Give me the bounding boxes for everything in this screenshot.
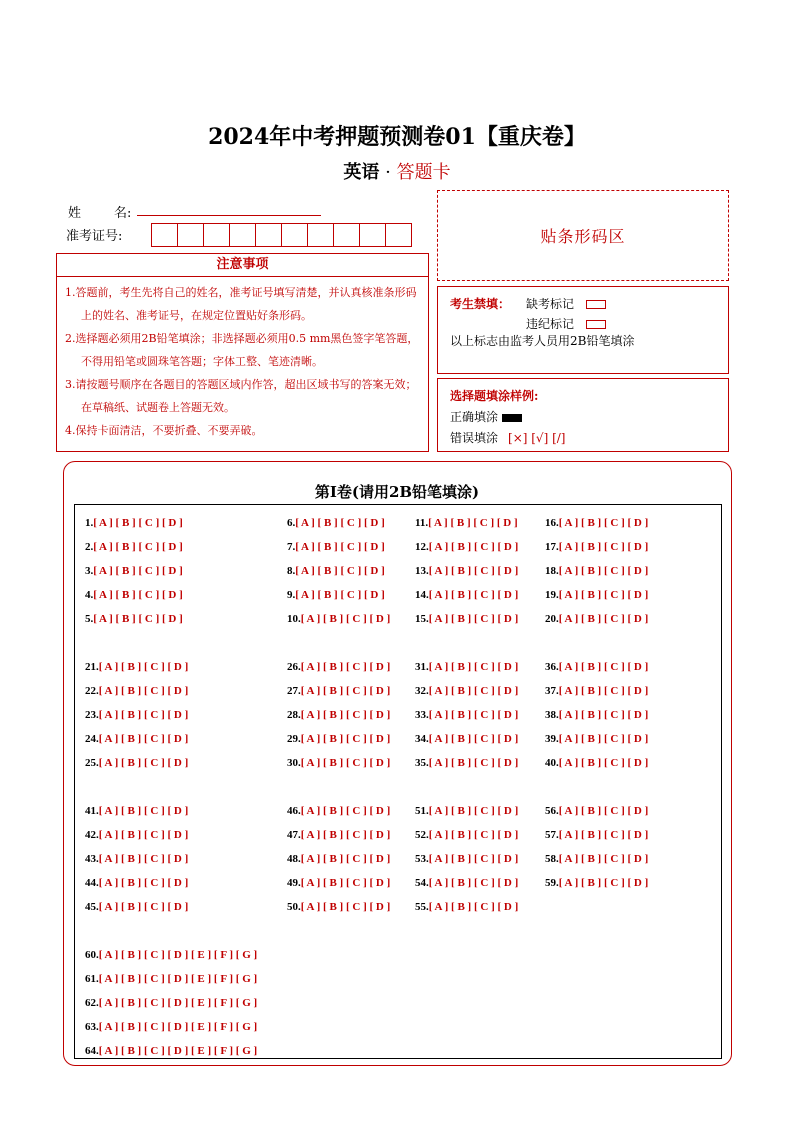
answer-options[interactable]: [ A ] [ B ] [ C ] [ D ] xyxy=(558,757,649,769)
question-number: 15. xyxy=(415,613,429,625)
answer-options[interactable]: [ A ] [ B ] [ C ] [ D ] xyxy=(93,613,183,625)
wrong-sample-label: 错误填涂 xyxy=(450,431,499,445)
question-2[interactable] xyxy=(85,541,183,553)
question-number: 13. xyxy=(415,565,429,577)
notice-item: 4.保持卡面清洁，不要折叠、不要弄破。 xyxy=(65,424,263,437)
question-45[interactable] xyxy=(85,901,188,913)
answer-options[interactable]: [ A ] [ B ] [ C ] [ D ] xyxy=(98,829,189,841)
answer-options[interactable]: [ A ] [ B ] [ C ] [ D ] xyxy=(428,541,519,553)
answer-options[interactable]: [ A ] [ B ] [ C ] [ D ] xyxy=(98,805,189,817)
question-23[interactable] xyxy=(85,709,188,721)
question-number: 62. xyxy=(85,997,99,1009)
subject-label: 英语 xyxy=(343,162,380,183)
question-52[interactable] xyxy=(415,829,518,841)
answer-options[interactable]: [ A ] [ B ] [ C ] [ D ] xyxy=(558,565,649,577)
question-number: 54. xyxy=(415,877,429,889)
question-5[interactable] xyxy=(85,613,183,625)
question-number: 31. xyxy=(415,661,429,673)
answer-options[interactable]: [ A ] [ B ] [ C ] [ D ] xyxy=(295,589,385,601)
violation-mark-row xyxy=(526,315,606,332)
answer-options[interactable]: [ A ] [ B ] [ C ] [ D ] xyxy=(428,589,519,601)
question-24[interactable] xyxy=(85,733,188,745)
fill-sample-box xyxy=(437,378,729,452)
question-61[interactable] xyxy=(85,973,257,985)
question-number: 36. xyxy=(545,661,559,673)
question-number: 40. xyxy=(545,757,559,769)
id-digit-box[interactable] xyxy=(229,223,256,247)
question-number: 24. xyxy=(85,733,99,745)
answer-options[interactable]: [ A ] [ B ] [ C ] [ D ] xyxy=(300,829,391,841)
question-21[interactable] xyxy=(85,661,188,673)
question-31[interactable] xyxy=(415,661,518,673)
question-62[interactable] xyxy=(85,997,257,1009)
answer-options[interactable]: [ A ] [ B ] [ C ] [ D ] xyxy=(98,877,189,889)
answer-options[interactable]: [ A ] [ B ] [ C ] [ D ] xyxy=(428,805,519,817)
forbid-note: 以上标志由监考人员用2B铅笔填涂 xyxy=(450,334,635,348)
notice-item: 1.答题前，考生先将自己的姓名，准考证号填写清楚，并认真核准条形码上的姓名、准考证号，在规定位置贴好条形码。 xyxy=(65,286,417,322)
question-6[interactable] xyxy=(287,517,385,529)
question-number: 6. xyxy=(287,517,296,529)
question-14[interactable] xyxy=(415,589,518,601)
question-number: 43. xyxy=(85,853,99,865)
question-64[interactable] xyxy=(85,1045,257,1057)
question-57[interactable] xyxy=(545,829,648,841)
question-number: 49. xyxy=(287,877,301,889)
section-title: 第Ⅰ卷(请用2B铅笔填涂) xyxy=(314,483,480,501)
answer-options[interactable]: [ A ] [ B ] [ C ] [ D ] xyxy=(428,661,519,673)
id-number-boxes[interactable] xyxy=(152,223,412,247)
correct-sample-row xyxy=(450,408,522,425)
question-number: 38. xyxy=(545,709,559,721)
question-12[interactable] xyxy=(415,541,518,553)
question-29[interactable] xyxy=(287,733,390,745)
question-number: 23. xyxy=(85,709,99,721)
question-number: 53. xyxy=(415,853,429,865)
answer-options[interactable]: [ A ] [ B ] [ C ] [ D ] xyxy=(428,685,519,697)
question-number: 63. xyxy=(85,1021,99,1033)
question-number: 14. xyxy=(415,589,429,601)
answer-options[interactable]: [ A ] [ B ] [ C ] [ D ] xyxy=(428,901,519,913)
question-34[interactable] xyxy=(415,733,518,745)
question-number: 7. xyxy=(287,541,296,553)
question-number: 45. xyxy=(85,901,99,913)
id-digit-box[interactable] xyxy=(281,223,308,247)
answer-options[interactable]: [ A ] [ B ] [ C ] [ D ] xyxy=(428,613,519,625)
question-47[interactable] xyxy=(287,829,390,841)
question-number: 10. xyxy=(287,613,301,625)
question-36[interactable] xyxy=(545,661,648,673)
question-56[interactable] xyxy=(545,805,648,817)
question-number: 61. xyxy=(85,973,99,985)
question-number: 60. xyxy=(85,949,99,961)
answer-options[interactable]: [ A ] [ B ] [ C ] [ D ] [ E ] [ F ] [ G ] xyxy=(98,1045,258,1057)
card-label: 答题卡 xyxy=(396,162,451,183)
question-number: 8. xyxy=(287,565,296,577)
question-number: 22. xyxy=(85,685,99,697)
name-label: 姓 名: xyxy=(68,206,132,221)
question-number: 11. xyxy=(415,517,429,529)
question-4[interactable] xyxy=(85,589,183,601)
question-number: 28. xyxy=(287,709,301,721)
answer-options[interactable]: [ A ] [ B ] [ C ] [ D ] xyxy=(558,805,649,817)
barcode-area: 贴条形码区 xyxy=(437,190,729,281)
question-number: 46. xyxy=(287,805,301,817)
question-number: 1. xyxy=(85,517,94,529)
answer-options[interactable]: [ A ] [ B ] [ C ] [ D ] xyxy=(558,877,649,889)
page-title: 2024年中考押题预测卷01【重庆卷】 xyxy=(208,124,586,150)
question-number: 21. xyxy=(85,661,99,673)
question-number: 30. xyxy=(287,757,301,769)
question-number: 25. xyxy=(85,757,99,769)
question-number: 34. xyxy=(415,733,429,745)
question-3[interactable] xyxy=(85,565,183,577)
question-59[interactable] xyxy=(545,877,648,889)
question-number: 12. xyxy=(415,541,429,553)
notice-item: 3.请按题号顺序在各题目的答题区域内作答，超出区域书写的答案无效；在草稿纸、试题卷上答题无效。 xyxy=(65,378,417,414)
wrong-sample-row xyxy=(450,429,565,446)
notice-item: 2.选择题必须用2B铅笔填涂；非选择题必须用0.5 mm黑色签字笔答题，不得用铅笔或圆珠笔答题；字体工整、笔迹清晰。 xyxy=(65,332,419,368)
question-38[interactable] xyxy=(545,709,648,721)
question-53[interactable] xyxy=(415,853,518,865)
question-number: 20. xyxy=(545,613,559,625)
answer-options[interactable]: [ A ] [ B ] [ C ] [ D ] xyxy=(295,541,385,553)
question-number: 5. xyxy=(85,613,94,625)
answer-options[interactable]: [ A ] [ B ] [ C ] [ D ] xyxy=(428,709,519,721)
answer-options[interactable]: [ A ] [ B ] [ C ] [ D ] xyxy=(98,685,189,697)
question-number: 55. xyxy=(415,901,429,913)
question-22[interactable] xyxy=(85,685,188,697)
question-number: 35. xyxy=(415,757,429,769)
answer-options[interactable]: [ A ] [ B ] [ C ] [ D ] xyxy=(300,901,391,913)
answer-options[interactable]: [ A ] [ B ] [ C ] [ D ] xyxy=(428,565,519,577)
question-number: 47. xyxy=(287,829,301,841)
answer-options[interactable]: [ A ] [ B ] [ C ] [ D ] xyxy=(98,709,189,721)
answer-options[interactable]: [ A ] [ B ] [ C ] [ D ] [ E ] [ F ] [ G ] xyxy=(98,1021,258,1033)
question-55[interactable] xyxy=(415,901,518,913)
question-16[interactable] xyxy=(545,517,648,529)
answer-options[interactable]: [ A ] [ B ] [ C ] [ D ] xyxy=(428,877,519,889)
question-37[interactable] xyxy=(545,685,648,697)
question-26[interactable] xyxy=(287,661,390,673)
answer-options[interactable]: [ A ] [ B ] [ C ] [ D ] xyxy=(98,733,189,745)
answer-options[interactable]: [ A ] [ B ] [ C ] [ D ] xyxy=(93,541,183,553)
answer-options[interactable]: [ A ] [ B ] [ C ] [ D ] xyxy=(98,901,189,913)
question-19[interactable] xyxy=(545,589,648,601)
id-digit-box[interactable] xyxy=(307,223,334,247)
question-number: 3. xyxy=(85,565,94,577)
question-number: 16. xyxy=(545,517,559,529)
answer-options[interactable]: [ A ] [ B ] [ C ] [ D ] xyxy=(300,853,391,865)
question-number: 59. xyxy=(545,877,559,889)
answer-options[interactable]: [ A ] [ B ] [ C ] [ D ] xyxy=(558,709,649,721)
answer-options[interactable]: [ A ] [ B ] [ C ] [ D ] xyxy=(93,565,183,577)
answer-options[interactable]: [ A ] [ B ] [ C ] [ D ] xyxy=(558,517,649,529)
id-digit-box[interactable] xyxy=(151,223,178,247)
wrong-sample-marks: [×] [√] [/] xyxy=(508,431,566,445)
sample-title: 选择题填涂样例: xyxy=(450,389,539,403)
absent-mark-row xyxy=(526,295,606,312)
question-number: 42. xyxy=(85,829,99,841)
answer-options[interactable]: [ A ] [ B ] [ C ] [ D ] xyxy=(295,517,385,529)
question-17[interactable] xyxy=(545,541,648,553)
name-field[interactable] xyxy=(137,215,321,216)
question-number: 29. xyxy=(287,733,301,745)
question-number: 41. xyxy=(85,805,99,817)
question-58[interactable] xyxy=(545,853,648,865)
notice-list xyxy=(57,277,428,442)
answer-options[interactable]: [ A ] [ B ] [ C ] [ D ] xyxy=(300,685,391,697)
answer-options[interactable]: [ A ] [ B ] [ C ] [ D ] xyxy=(558,685,649,697)
question-28[interactable] xyxy=(287,709,390,721)
notice-box xyxy=(56,253,429,452)
answer-options[interactable]: [ A ] [ B ] [ C ] [ D ] xyxy=(93,517,183,529)
answer-options[interactable]: [ A ] [ B ] [ C ] [ D ] xyxy=(98,853,189,865)
question-number: 26. xyxy=(287,661,301,673)
question-30[interactable] xyxy=(287,757,390,769)
question-20[interactable] xyxy=(545,613,648,625)
question-number: 4. xyxy=(85,589,94,601)
question-39[interactable] xyxy=(545,733,648,745)
answer-options[interactable]: [ A ] [ B ] [ C ] [ D ] xyxy=(558,829,649,841)
id-digit-box[interactable] xyxy=(385,223,412,247)
id-digit-box[interactable] xyxy=(255,223,282,247)
question-number: 44. xyxy=(85,877,99,889)
answer-options[interactable]: [ A ] [ B ] [ C ] [ D ] [ E ] [ F ] [ G ] xyxy=(98,973,258,985)
answer-options[interactable]: [ A ] [ B ] [ C ] [ D ] xyxy=(300,877,391,889)
question-40[interactable] xyxy=(545,757,648,769)
question-54[interactable] xyxy=(415,877,518,889)
question-25[interactable] xyxy=(85,757,188,769)
violation-mark-box[interactable] xyxy=(586,320,606,329)
question-number: 51. xyxy=(415,805,429,817)
question-7[interactable] xyxy=(287,541,385,553)
question-41[interactable] xyxy=(85,805,188,817)
question-number: 17. xyxy=(545,541,559,553)
question-number: 50. xyxy=(287,901,301,913)
answer-options[interactable]: [ A ] [ B ] [ C ] [ D ] xyxy=(428,733,519,745)
question-15[interactable] xyxy=(415,613,518,625)
id-digit-box[interactable] xyxy=(333,223,360,247)
id-label: 准考证号: xyxy=(66,229,123,244)
id-digit-box[interactable] xyxy=(177,223,204,247)
question-number: 52. xyxy=(415,829,429,841)
question-number: 2. xyxy=(85,541,94,553)
question-1[interactable] xyxy=(85,517,183,529)
question-42[interactable] xyxy=(85,829,188,841)
question-44[interactable] xyxy=(85,877,188,889)
question-9[interactable] xyxy=(287,589,385,601)
answer-options[interactable]: [ A ] [ B ] [ C ] [ D ] xyxy=(300,733,391,745)
filled-mark-icon xyxy=(502,414,522,422)
answer-options[interactable]: [ A ] [ B ] [ C ] [ D ] xyxy=(558,589,649,601)
answer-options[interactable]: [ A ] [ B ] [ C ] [ D ] xyxy=(300,661,391,673)
answer-options[interactable]: [ A ] [ B ] [ C ] [ D ] xyxy=(558,541,649,553)
question-number: 57. xyxy=(545,829,559,841)
question-51[interactable] xyxy=(415,805,518,817)
page-subtitle xyxy=(0,158,794,184)
answer-options[interactable]: [ A ] [ B ] [ C ] [ D ] [ E ] [ F ] [ G ] xyxy=(98,949,258,961)
question-number: 39. xyxy=(545,733,559,745)
question-number: 9. xyxy=(287,589,296,601)
correct-sample-label: 正确填涂 xyxy=(450,410,499,424)
answer-options[interactable]: [ A ] [ B ] [ C ] [ D ] xyxy=(300,805,391,817)
question-number: 27. xyxy=(287,685,301,697)
question-number: 18. xyxy=(545,565,559,577)
question-number: 64. xyxy=(85,1045,99,1057)
subtitle-dot: · xyxy=(385,162,391,183)
question-48[interactable] xyxy=(287,853,390,865)
question-8[interactable] xyxy=(287,565,385,577)
question-63[interactable] xyxy=(85,1021,257,1033)
answer-options[interactable]: [ A ] [ B ] [ C ] [ D ] xyxy=(300,757,391,769)
question-27[interactable] xyxy=(287,685,390,697)
answer-options[interactable]: [ A ] [ B ] [ C ] [ D ] xyxy=(300,613,391,625)
question-number: 48. xyxy=(287,853,301,865)
answer-options[interactable]: [ A ] [ B ] [ C ] [ D ] xyxy=(428,829,519,841)
answer-options[interactable]: [ A ] [ B ] [ C ] [ D ] xyxy=(300,709,391,721)
absent-mark-box[interactable] xyxy=(586,300,606,309)
answer-options[interactable]: [ A ] [ B ] [ C ] [ D ] [ E ] [ F ] [ G ] xyxy=(98,997,258,1009)
question-number: 58. xyxy=(545,853,559,865)
question-13[interactable] xyxy=(415,565,518,577)
answer-options[interactable]: [ A ] [ B ] [ C ] [ D ] xyxy=(428,517,518,529)
id-digit-box[interactable] xyxy=(359,223,386,247)
answer-options[interactable]: [ A ] [ B ] [ C ] [ D ] xyxy=(428,853,519,865)
violation-mark-label: 违纪标记 xyxy=(526,317,575,331)
question-number: 33. xyxy=(415,709,429,721)
question-49[interactable] xyxy=(287,877,390,889)
answer-options[interactable]: [ A ] [ B ] [ C ] [ D ] xyxy=(558,733,649,745)
answer-options[interactable]: [ A ] [ B ] [ C ] [ D ] xyxy=(98,661,189,673)
answer-options[interactable]: [ A ] [ B ] [ C ] [ D ] xyxy=(558,853,649,865)
forbid-title: 考生禁填： xyxy=(450,297,511,311)
answer-options[interactable]: [ A ] [ B ] [ C ] [ D ] xyxy=(98,757,189,769)
question-18[interactable] xyxy=(545,565,648,577)
forbid-box xyxy=(437,286,729,374)
answer-options[interactable]: [ A ] [ B ] [ C ] [ D ] xyxy=(428,757,519,769)
question-32[interactable] xyxy=(415,685,518,697)
question-60[interactable] xyxy=(85,949,257,961)
question-number: 37. xyxy=(545,685,559,697)
question-46[interactable] xyxy=(287,805,390,817)
question-35[interactable] xyxy=(415,757,518,769)
id-digit-box[interactable] xyxy=(203,223,230,247)
answer-options[interactable]: [ A ] [ B ] [ C ] [ D ] xyxy=(558,661,649,673)
answer-options[interactable]: [ A ] [ B ] [ C ] [ D ] xyxy=(558,613,649,625)
question-10[interactable] xyxy=(287,613,390,625)
question-43[interactable] xyxy=(85,853,188,865)
question-50[interactable] xyxy=(287,901,390,913)
notice-title: 注意事项 xyxy=(57,254,428,277)
question-number: 32. xyxy=(415,685,429,697)
question-number: 19. xyxy=(545,589,559,601)
question-11[interactable] xyxy=(415,517,518,529)
answer-options[interactable]: [ A ] [ B ] [ C ] [ D ] xyxy=(295,565,385,577)
question-number: 56. xyxy=(545,805,559,817)
question-33[interactable] xyxy=(415,709,518,721)
answer-options[interactable]: [ A ] [ B ] [ C ] [ D ] xyxy=(93,589,183,601)
absent-mark-label: 缺考标记 xyxy=(526,297,575,311)
